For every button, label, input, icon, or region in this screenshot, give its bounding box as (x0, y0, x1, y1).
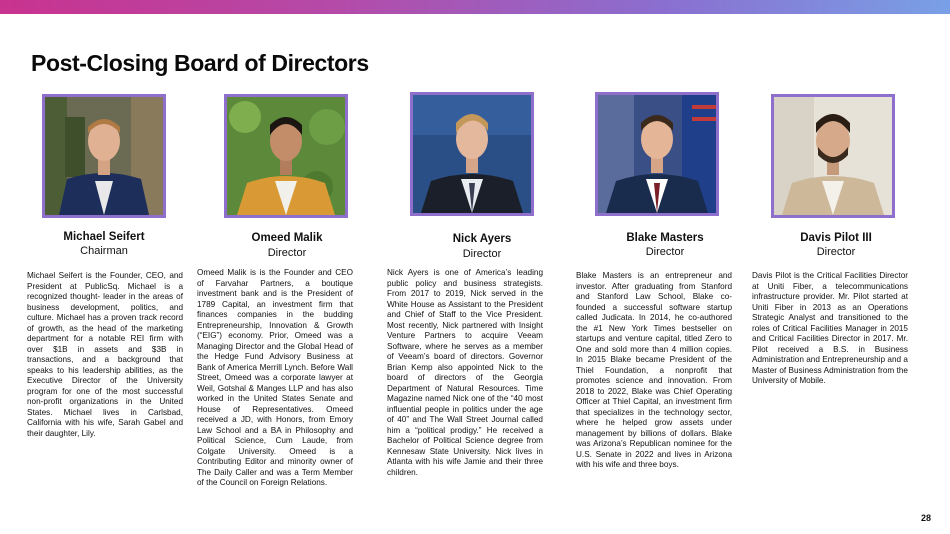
director-name: Davis Pilot III (800, 232, 872, 244)
director-bio: Michael Seifert is the Founder, CEO, and President at PublicSq. Michael is a recognized thought- leader in the areas of business development, politics, and culture. Michael has a proven track record of growth, as the head of the marketing department for a notable REI firm with over $1B in assets and $3B in transactions, and a background that speaks to his leadership abilities, as the Executive Director of the University program for one of the most successful non-profit organizations in the United States. Michael lives in Carlsbad, California with his wife, Sarah Gabel and their daughter, Lily. (27, 271, 183, 438)
director-bio: Blake Masters is an entrepreneur and investor. After graduating from Stanford and Stanford Law School, Blake co-founded a successful software startup called Judicata. In 2014, he co-authored the #1 New York Times bestseller on startups and venture capital, titled Zero to One and sold more than 4 million copies. In 2015 Blake became President of the Thiel Foundation, a nonprofit that promotes science and innovation. From 2018 to 2022, Blake was Chief Operating Officer at Thiel Capital, an investment firm that specializes in the technology sector, where he helped grow assets under management by billions of dollars. Blake was Arizona’s Republican nominee for the U.S. Senate in 2022 and lives in Arizona with his wife and three boys. (576, 271, 732, 469)
director-photo (595, 92, 719, 216)
director-name: Blake Masters (626, 232, 704, 244)
director-name: Nick Ayers (452, 233, 512, 245)
director-photo (42, 94, 166, 218)
director-role: Chairman (80, 245, 128, 257)
page-number: 28 (920, 513, 931, 523)
top-gradient-bar (0, 0, 950, 14)
director-role: Director (267, 247, 307, 259)
director-photo (410, 92, 534, 216)
director-photo (771, 94, 895, 218)
director-bio: Davis Pilot is the Critical Facilities Director at Uniti Fiber, a telecommunications infrastructure provider. Mr. Pilot started at Uniti Fiber in 2013 as an Operations Strategic Analyst and transitioned to the roles of Critical Facilities Manager in 2015 and Critical Facilities Director in 2017. Mr. Pilot received a B.S. in Business Administration and Entrepreneurship and a Master of Business Administration from the University of Mobile. (752, 271, 908, 385)
director-name: Michael Seifert (63, 231, 145, 243)
page-title: Post-Closing Board of Directors (31, 50, 369, 76)
director-photo (224, 94, 348, 218)
director-role: Director (645, 246, 685, 258)
director-name: Omeed Malik (251, 232, 323, 244)
director-bio: Nick Ayers is one of America’s leading public policy and business strategists. From 2017 to 2019, Nick served in the White House as Assistant to the President and Chief of Staff to the Vice President. Most recently, Nick partnered with Insight Venture Partners to acquire Veeam Software, where he serves as a member of Veeam’s board of directors. Governor Brian Kemp also appointed Nick to the board of directors of the Georgia Department of Natural Resources. Time Magazine named Nick one of the “40 most influential people in politics under the age of 40” and The Wall Street Journal called him a “political prodigy.” He received a Bachelor of Political Science degree from Kennesaw State University. Nick lives in Atlanta with his wife Jamie and their three children. (387, 268, 543, 477)
director-role: Director (462, 248, 502, 260)
director-role: Director (816, 246, 856, 258)
director-bio: Omeed Malik is is the Founder and CEO of Farvahar Partners, a boutique investment bank and is the President of 1789 Capital, an investment firm that finances companies in the budding Entrepreneurship, Innovation & Growth (“EIG”) economy. Prior, Omeed was a Managing Director and the Global Head of the Hedge Fund Advisory Business at Bank of America Merrill Lynch. Before Wall Street, Omeed was a corporate lawyer at Weil, Gotshal & Manges LLP and has also worked in the United States Senate and House of Representatives. Omeed received a JD, with Honors, from Emory Law School and a BA in Philosophy and Political Science, Cum Laude, from Colgate University. Omeed is a Contributing Editor and minority owner of The Daily Caller and was a Term Member of the Council on Foreign Relations. (197, 268, 353, 487)
